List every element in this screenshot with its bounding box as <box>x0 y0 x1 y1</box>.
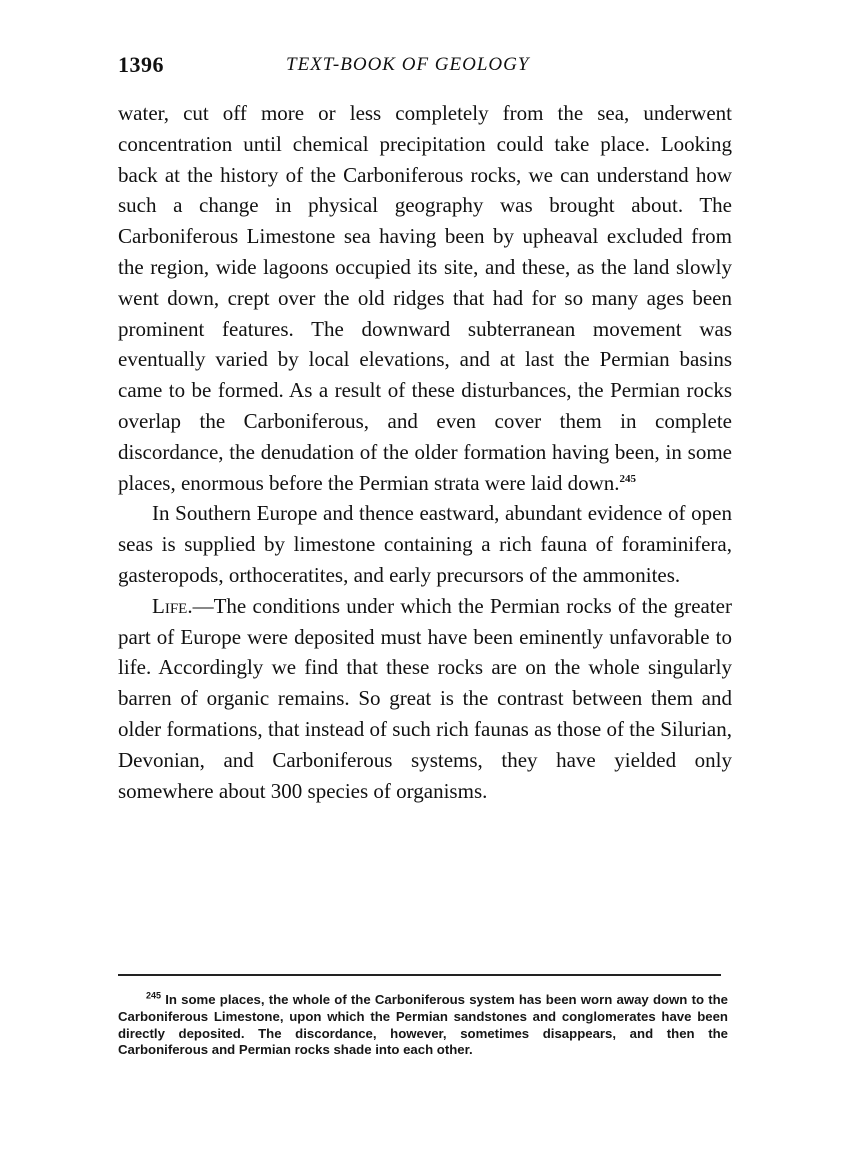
footnote-text: In some places, the whole of the Carboniferous system has been worn away down to the Carboniferous Limestone, upon which the Permian sandstones and conglomerates have been directly deposited. The discordance, however, sometimes disappears, and then the Carboniferous and Permian rocks shade into each other. <box>118 992 728 1058</box>
paragraph-continuation <box>118 98 732 498</box>
footnote-number: 245 <box>146 990 162 1001</box>
footnote-reference: 245 <box>619 472 636 485</box>
paragraph-text: —The conditions under which the Permian rocks of the greater part of Europe were deposited must have been eminently unfavorable to life. Accordingly we find that these rocks are on the whole singularly barren of organic remains. So great is the contrast between them and older formations, that instead of such rich faunas as those of the Silurian, Devonian, and Carboniferous systems, they have yielded only somewhere about 300 species of organisms. <box>118 593 732 803</box>
running-title: TEXT-BOOK OF GEOLOGY <box>286 54 530 75</box>
paragraph-text: water, cut off more or less completely from the sea, underwent concentration until chemical precipitation could take place. Looking back at the history of the Carboniferous rocks, we can understand how such a change in physical geography was brought about. The Carboniferous Limestone sea having been by upheaval excluded from the region, wide lagoons occupied its site, and these, as the land slowly went down, crept over the old ridges that had for so many ages been prominent features. The downward subterranean movement was eventually varied by local elevations, and at last the Permian basins came to be formed. As a result of these disturbances, the Permian rocks overlap the Carboniferous, and even cover them in complete discordance, the denudation of the older formation having been, in some places, enormous before the Permian strata were laid down. <box>118 101 732 495</box>
paragraph-southern-europe <box>118 498 732 590</box>
paragraph-text: In Southern Europe and thence eastward, abundant evidence of open seas is supplied by limestone containing a rich fauna of foraminifera, gasteropods, orthoceratites, and early precursors of the ammonites. <box>118 501 732 587</box>
footnote-divider <box>118 974 721 976</box>
paragraph-life <box>118 591 732 807</box>
footnote <box>118 992 728 1059</box>
section-heading-life: Life. <box>152 593 193 618</box>
page-number: 1396 <box>118 52 164 77</box>
running-head <box>118 52 730 84</box>
body-text <box>118 98 732 806</box>
